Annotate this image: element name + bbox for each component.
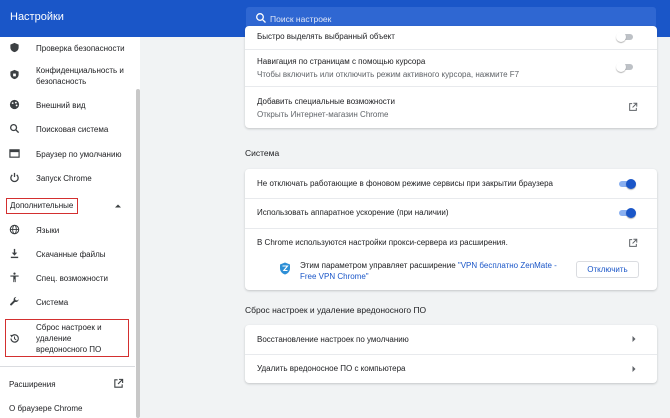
reset-section-title: Сброс настроек и удаление вредоносного ПО	[245, 305, 427, 315]
quick-highlight-row[interactable]	[245, 26, 657, 48]
disable-extension-button[interactable]: Отключить	[576, 261, 639, 278]
system-card	[245, 169, 657, 290]
row-title: Восстановление настроек по умолчанию	[257, 335, 409, 344]
sidebar-item-accessibility[interactable]	[0, 271, 135, 285]
row-title: Использовать аппаратное ускорение (при наличии)	[257, 208, 449, 217]
row-title: Не отключать работающие в фоновом режиме сервисы при закрытии браузера	[257, 179, 553, 188]
sidebar-scrollbar[interactable]	[136, 89, 140, 418]
sidebar-item-system[interactable]	[0, 295, 135, 309]
row-subtitle: Открыть Интернет-магазин Chrome	[257, 110, 389, 119]
external-link-icon[interactable]	[628, 102, 638, 112]
arrow-right-icon	[631, 335, 637, 343]
sidebar-item-label: Проверка безопасности	[36, 44, 125, 53]
chevron-up-icon[interactable]	[114, 202, 122, 210]
add-accessibility-row[interactable]	[245, 87, 657, 127]
shield-icon	[9, 42, 20, 53]
hardware-acceleration-row[interactable]	[245, 199, 657, 227]
quick-highlight-toggle[interactable]	[616, 32, 634, 42]
sidebar-item-startup[interactable]	[0, 171, 135, 185]
proxy-row[interactable]	[245, 229, 657, 289]
extension-notice	[300, 260, 565, 282]
sidebar-item-about[interactable]	[0, 401, 135, 415]
hardware-acceleration-toggle[interactable]	[618, 208, 636, 218]
advanced-section-toggle[interactable]	[6, 198, 78, 214]
row-title: Добавить специальные возможности	[257, 97, 395, 106]
search-icon	[255, 12, 267, 24]
sidebar-item-label: Внешний вид	[36, 101, 86, 110]
sidebar-item-label: О браузере Chrome	[9, 404, 83, 413]
download-icon	[9, 248, 20, 259]
sidebar	[0, 37, 140, 418]
sidebar-item-default-browser[interactable]	[0, 147, 135, 161]
power-icon	[9, 172, 20, 183]
browser-icon	[9, 148, 20, 159]
external-link-icon[interactable]	[628, 238, 638, 248]
palette-icon	[9, 99, 20, 110]
sidebar-item-label: Поисковая система	[36, 125, 109, 134]
arrow-right-icon	[631, 365, 637, 373]
caret-browsing-row[interactable]	[245, 50, 657, 85]
row-title: Быстро выделять выбранный объект	[257, 32, 395, 41]
restore-defaults-row[interactable]	[245, 325, 657, 353]
system-section-title: Система	[245, 148, 280, 158]
sidebar-item-label: Расширения	[9, 380, 56, 389]
sidebar-item-privacy[interactable]	[0, 63, 135, 87]
advanced-label: Дополнительные	[10, 201, 74, 210]
sidebar-item-label: Сброс настроек и удаление вредоносного ПО	[36, 323, 102, 354]
sidebar-item-search-engine[interactable]	[0, 122, 135, 136]
cleanup-computer-row[interactable]	[245, 355, 657, 383]
sidebar-divider	[0, 366, 135, 367]
external-link-icon	[113, 378, 124, 389]
sidebar-item-label: Браузер по умолчанию	[36, 150, 122, 159]
extension-shield-icon	[279, 262, 291, 275]
sidebar-item-languages[interactable]	[0, 223, 135, 237]
row-title: Навигация по страницам с помощью курсора	[257, 57, 426, 66]
accessibility-icon	[9, 272, 20, 283]
wrench-icon	[9, 296, 20, 307]
background-apps-toggle[interactable]	[618, 179, 636, 189]
sidebar-item-downloads[interactable]	[0, 247, 135, 261]
globe-icon	[9, 224, 20, 235]
sidebar-item-appearance[interactable]	[0, 98, 135, 112]
search-icon	[9, 123, 20, 134]
row-title: Удалить вредоносное ПО с компьютера	[257, 364, 406, 373]
reset-card	[245, 325, 657, 383]
caret-browsing-toggle[interactable]	[616, 62, 634, 72]
extension-notice-text: Этим параметром управляет расширение	[300, 261, 458, 270]
accessibility-card	[245, 26, 657, 128]
extension-name-link[interactable]: "VPN бесплатно ZenMate - Free VPN Chrome"	[300, 261, 557, 281]
row-subtitle: Чтобы включить или отключить режим активного курсора, нажмите F7	[257, 70, 520, 79]
sidebar-item-label: Конфиденциальность и безопасность	[36, 66, 124, 86]
app-title: Настройки	[10, 11, 64, 23]
sidebar-item-label: Запуск Chrome	[36, 174, 92, 183]
reset-highlight-frame	[5, 319, 129, 357]
sidebar-item-extensions[interactable]	[0, 377, 135, 391]
sidebar-item-safety-check[interactable]	[0, 41, 135, 55]
background-apps-row[interactable]	[245, 169, 657, 197]
row-title: В Chrome используются настройки прокси-сервера из расширения.	[257, 238, 508, 247]
sidebar-item-label: Языки	[36, 226, 60, 235]
sidebar-item-label: Система	[36, 298, 69, 307]
shield-lock-icon	[9, 69, 20, 80]
sidebar-item-label: Спец. возможности	[36, 274, 108, 283]
sidebar-item-label: Скачанные файлы	[36, 250, 106, 259]
